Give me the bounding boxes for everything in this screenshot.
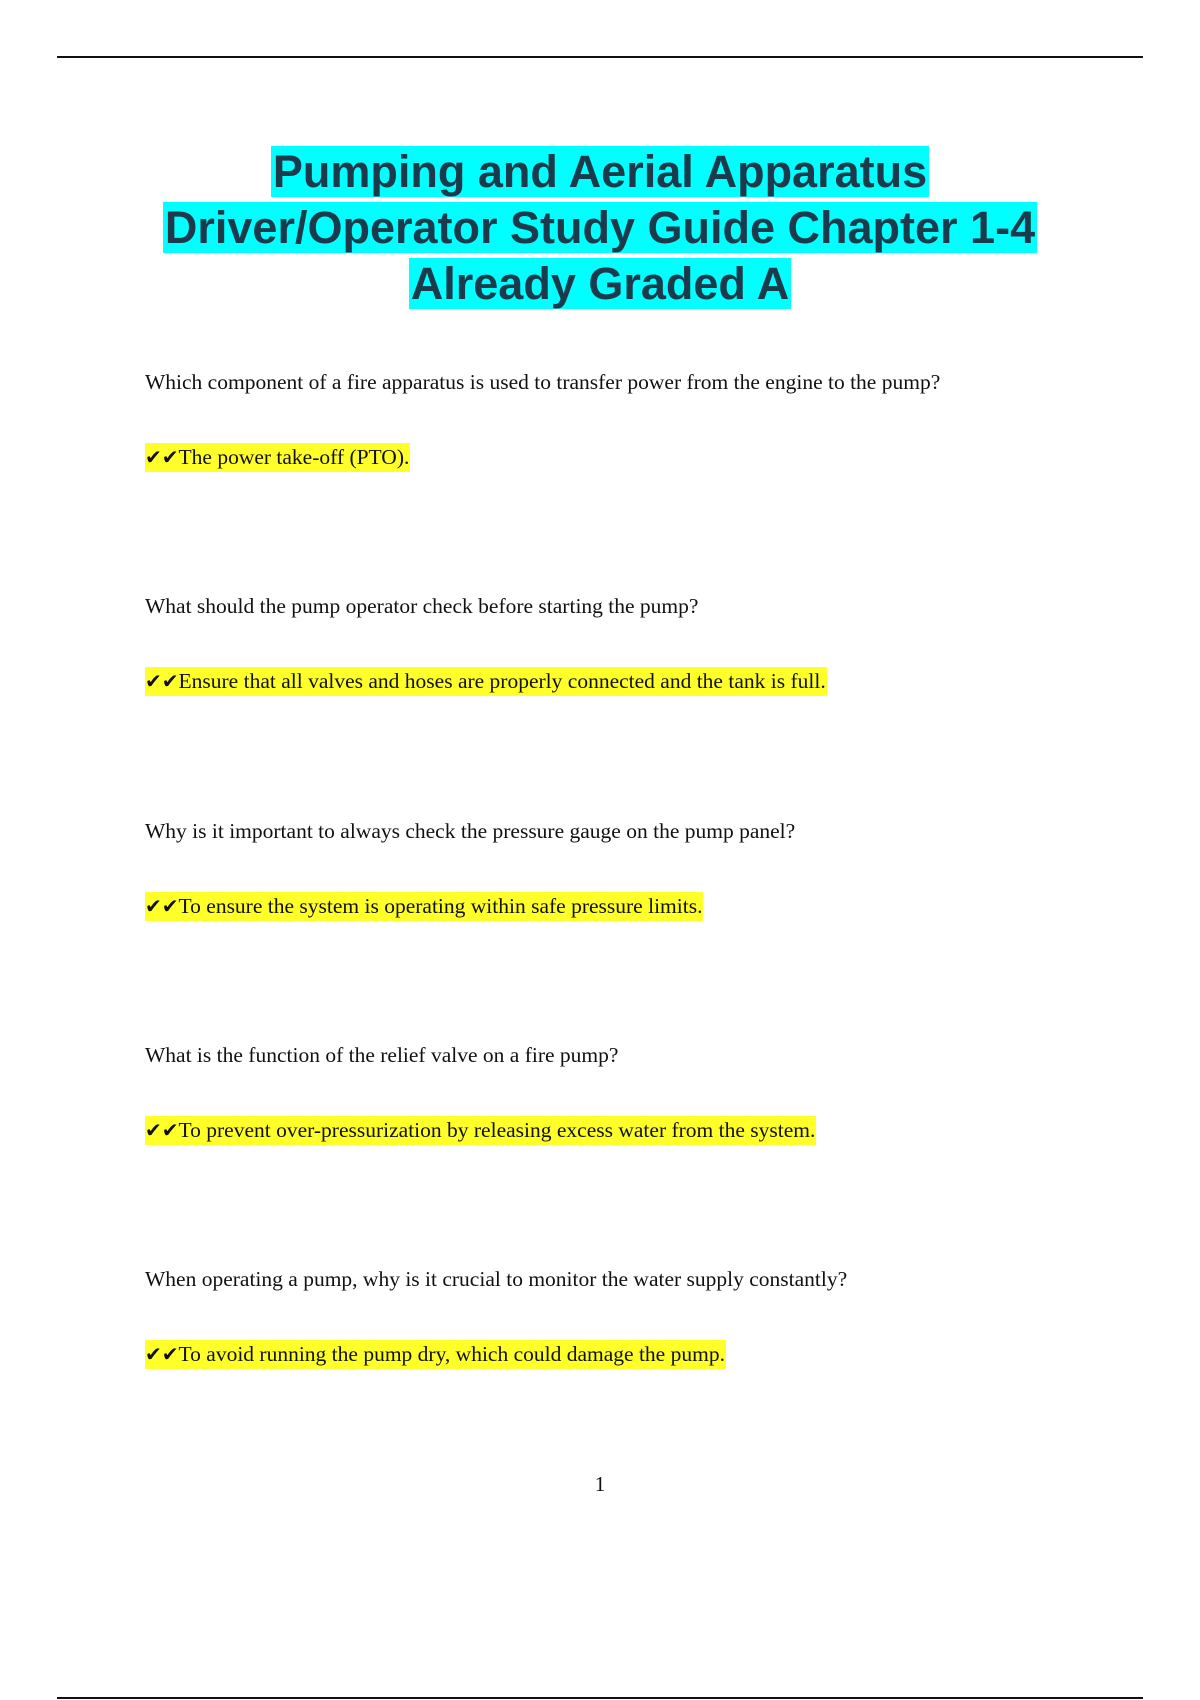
check-mark-icon: ✔✔ — [145, 1118, 179, 1142]
answer-1 — [145, 443, 1105, 471]
qa-item-5 — [145, 1265, 1105, 1368]
check-mark-icon: ✔✔ — [145, 894, 179, 918]
title-line-3: Already Graded A — [410, 258, 790, 309]
answer-5 — [145, 1340, 1105, 1368]
document-title — [0, 144, 1200, 312]
question-3: Why is it important to always check the pressure gauge on the pump panel? — [145, 819, 796, 843]
answer-1-text: The power take-off (PTO). — [178, 445, 410, 469]
answer-3 — [145, 892, 1105, 920]
question-1: Which component of a fire apparatus is used to transfer power from the engine to the pump? — [145, 370, 941, 394]
title-line-2: Driver/Operator Study Guide Chapter 1-4 — [164, 202, 1036, 253]
question-2: What should the pump operator check before starting the pump? — [145, 594, 699, 618]
question-4: What is the function of the relief valve on a fire pump? — [145, 1043, 619, 1067]
answer-5-text: To avoid running the pump dry, which could damage the pump. — [178, 1342, 725, 1366]
answer-4-text: To prevent over-pressurization by releasing excess water from the system. — [178, 1118, 816, 1142]
title-line-1: Pumping and Aerial Apparatus — [272, 146, 928, 197]
check-mark-icon: ✔✔ — [145, 445, 179, 469]
qa-item-4 — [145, 1041, 1105, 1144]
answer-2 — [145, 667, 1105, 695]
check-mark-icon: ✔✔ — [145, 1342, 179, 1366]
check-mark-icon: ✔✔ — [145, 669, 179, 693]
footer-rule — [57, 1697, 1143, 1699]
qa-item-1 — [145, 368, 1105, 471]
qa-item-3 — [145, 817, 1105, 920]
answer-2-text: Ensure that all valves and hoses are properly connected and the tank is full. — [178, 669, 826, 693]
header-rule — [57, 56, 1143, 58]
page-number: 1 — [594, 1472, 606, 1496]
answer-4 — [145, 1116, 1105, 1144]
answer-3-text: To ensure the system is operating within safe pressure limits. — [178, 894, 703, 918]
question-5: When operating a pump, why is it crucial to monitor the water supply constantly? — [145, 1267, 848, 1291]
qa-item-2 — [145, 592, 1105, 695]
